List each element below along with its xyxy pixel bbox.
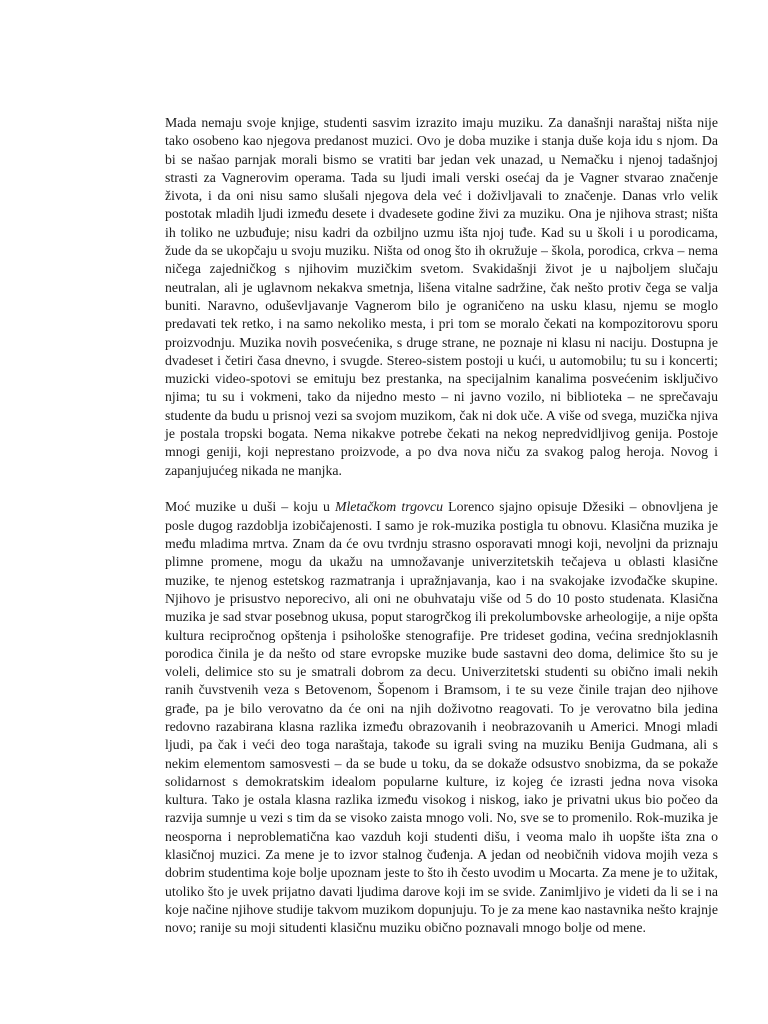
paragraph-2-text-before: Moć muzike u duši – koju u (165, 499, 335, 515)
document-page (165, 114, 718, 938)
paragraph-2-text-after: Lorenco sjajno opisuje Džesiki – obnovljena je posle dugog razdoblja izobičajenosti. I samo je rok-muzika postigla tu obnovu. Klasična muzika je među mladima mrtva. Znam da će ovu tvrdnju strasno osporavati mnogi koji, nevoljni da priznaju plimne promene, mogu da ukažu na umnožavanje univerzitetskih tečajeva u oblasti klasične muzike, te njenog estetskog razmatranja i upražnjavanja, kao i na svakojake izvođačke skupine. Njihovo je prisustvo neporecivo, ali oni ne obuhvataju više od 5 do 10 posto studenata. Klasična muzika je sad stvar posebnog ukusa, poput starogrčkog ili prekolumbovske arheologije, a nije opšta kultura recipročnog opštenja i psihološke stenografije. Pre trideset godina, većina srednjoklasnih porodica činila je da nešto od stare evropske muzike bude sastavni deo doma, delimice što su je voleli, delimice sto su je smatrali dobrom za decu. Univerzitetski studenti su obično imali nekih ranih čuvstvenih veza s Betovenom, Šopenom i Bramsom, i te su veze činile trajan deo njihove građe, pa je bilo verovatno da će oni na njih doživotno reagovati. To je verovatno bila jedina redovno razabirana klasna razlika između obrazovanih i neobrazovanih u Americi. Mnogi mladi ljudi, pa čak i veći deo toga naraštaja, takođe su igrali sving na muziku Benija Gudmana, ali s nekim elementom samosvesti – da se bude u toku, da se dokaže odsustvo snobizma, da se pokaže solidarnost s demokratskim idealom popularne kulture, iz kojeg će izrasti jedna nova visoka kultura. Tako je ostala klasna razlika između visokog i niskog, iako je privatni ukus bio počeo da razvija sumnje u vezi s tim da se visoko zaista mnogo voli. No, sve se to promenilo. Rok-muzika je neosporna i neproblematična kao vazduh koji studenti dišu, i veoma malo ih uopšte išta zna o klasičnoj muzici. Za mene je to izvor stalnog čuđenja. A jedan od neobičnih vidova mojih veza s dobrim studentima koje bolje upoznam jeste to što ih često uvodim u Mocarta. Za mene je to užitak, utoliko što je uvek prijatno davati ljudima darove koji im se svide. Zanimljivo je videti da li se i na koje načine njihove studije takvom muzikom dopunjuju. To je za mene kao nastavnika nešto krajnje novo; ranije su moji situdenti klasičnu muziku obično poznavali mnogo bolje od mene. (165, 499, 718, 936)
paragraph-1: Mada nemaju svoje knjige, studenti sasvim izrazito imaju muziku. Za današnji naraštaj ništa nije tako osobeno kao njegova predanost muzici. Ovo je doba muzike i stanja duše koja idu s njom. Da bi se našao parnjak morali bismo se vratiti bar jedan vek unazad, u Nemačku i njenoj tadašnjoj strasti za Vagnerovim operama. Tada su ljudi imali verski osećaj da je Vagner stvarao značenje života, i da oni nisu samo slušali njegova dela već i doživljavali to značenje. Danas vrlo velik postotak mladih ljudi između desete i dvadesete godine živi za muziku. Ona je njihova strast; ništa ih toliko ne uzbuđuje; nisu kadri da ozbiljno uzmu išta njoj tuđe. Kad su u školi i u porodicama, žude da se ukopčaju u svoju muziku. Ništa od onog što ih okružuje – škola, porodica, crkva – nema ničega zajedničkog s njihovim muzičkim svetom. Svakidašnji život je u najboljem slučaju neutralan, ali je uglavnom nekakva smetnja, lišena vitalne sadržine, čak nešto protiv čega se valja buniti. Naravno, oduševljavanje Vagnerom bilo je ograničeno na usku klasu, njemu se moglo predavati tek retko, i na samo nekoliko mesta, i pri tom se moralo čekati na kompozitorovu sporu proizvodnju. Muzika novih posvećenika, s druge strane, ne poznaje ni klasu ni naciju. Dostupna je dvadeset i četiri časa dnevno, i svugde. Stereo-sistem postoji u kući, u automobilu; tu su i koncerti; muzicki video-spotovi se emituju bez prestanka, na specijalnim kanalima posvećenim isključivo njima; tu su i vokmeni, tako da nijedno mesto – ni javno vozilo, ni biblioteka – ne sprečavaju studente da budu u prisnoj vezi sa svojom muzikom, čak ni dok uče. A više od svega, muzička njiva je postala tropski bogata. Nema nikakve potrebe čekati na nekog nepredvidljivog genija. Postoje mnogi geniji, koji neprestano proizvode, a po dva nova niču za svakog palog heroja. Novog i zapanjujućeg nikada ne manjka. (165, 115, 718, 478)
book-title-italic: Mletačkom trgovcu (334, 499, 444, 515)
paragraph-2 (165, 498, 718, 937)
